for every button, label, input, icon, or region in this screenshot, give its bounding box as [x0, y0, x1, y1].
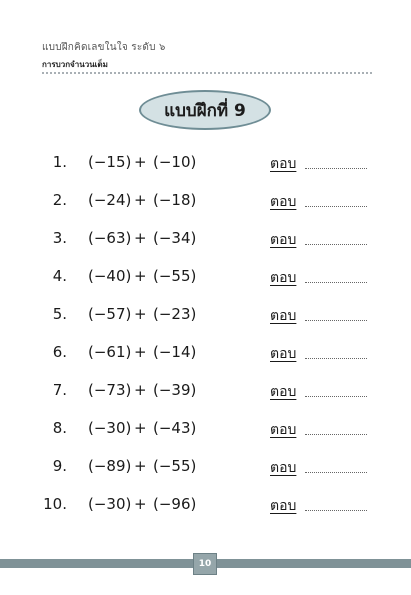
answer-blank[interactable]: [305, 168, 367, 169]
first-term: (−24): [88, 191, 132, 209]
first-term: (−15): [88, 153, 132, 171]
answer-label: ตอบ: [270, 156, 297, 172]
plus-sign: +: [134, 267, 147, 285]
second-term: (−18): [153, 191, 197, 209]
page-number-box: [193, 553, 217, 575]
plus-sign: +: [134, 343, 147, 361]
first-term: (−30): [88, 419, 132, 437]
problem-number: 5.: [52, 305, 67, 323]
plus-sign: +: [134, 381, 147, 399]
problem-row: [0, 153, 411, 177]
problem-number: 8.: [52, 419, 67, 437]
answer-label: ตอบ: [270, 194, 297, 210]
answer-blank[interactable]: [305, 206, 367, 207]
answer-blank[interactable]: [305, 396, 367, 397]
first-term: (−61): [88, 343, 132, 361]
second-term: (−43): [153, 419, 197, 437]
problem-number: 7.: [52, 381, 67, 399]
page-number: 10: [198, 559, 212, 569]
answer-label: ตอบ: [270, 232, 297, 248]
answer-label: ตอบ: [270, 384, 297, 400]
answer-blank[interactable]: [305, 320, 367, 321]
first-term: (−73): [88, 381, 132, 399]
plus-sign: +: [134, 229, 147, 247]
first-term: (−30): [88, 495, 132, 513]
problem-number: 4.: [52, 267, 67, 285]
plus-sign: +: [134, 153, 147, 171]
answer-blank[interactable]: [305, 472, 367, 473]
answer-blank[interactable]: [305, 510, 367, 511]
second-term: (−55): [153, 267, 197, 285]
second-term: (−55): [153, 457, 197, 475]
problem-row: [0, 229, 411, 253]
dotted-divider: [42, 72, 372, 74]
answer-label: ตอบ: [270, 308, 297, 324]
answer-label: ตอบ: [270, 346, 297, 362]
plus-sign: +: [134, 305, 147, 323]
first-term: (−89): [88, 457, 132, 475]
problem-row: [0, 267, 411, 291]
first-term: (−63): [88, 229, 132, 247]
problem-number: 10.: [43, 495, 67, 513]
answer-blank[interactable]: [305, 244, 367, 245]
problem-row: [0, 419, 411, 443]
exercise-title: แบบฝึกที่ 9: [164, 100, 246, 121]
answer-blank[interactable]: [305, 358, 367, 359]
problem-row: [0, 495, 411, 519]
answer-blank[interactable]: [305, 434, 367, 435]
answer-label: ตอบ: [270, 270, 297, 286]
plus-sign: +: [134, 419, 147, 437]
problem-row: [0, 191, 411, 215]
second-term: (−39): [153, 381, 197, 399]
exercise-title-badge: [139, 90, 271, 130]
problem-number: 9.: [52, 457, 67, 475]
plus-sign: +: [134, 495, 147, 513]
problem-number: 2.: [52, 191, 67, 209]
plus-sign: +: [134, 191, 147, 209]
answer-label: ตอบ: [270, 460, 297, 476]
first-term: (−40): [88, 267, 132, 285]
problem-number: 3.: [52, 229, 67, 247]
second-term: (−96): [153, 495, 197, 513]
problem-row: [0, 381, 411, 405]
plus-sign: +: [134, 457, 147, 475]
problem-number: 1.: [52, 153, 67, 171]
second-term: (−34): [153, 229, 197, 247]
header-section-title: การบวกจำนวนเต็ม: [42, 60, 108, 69]
problem-number: 6.: [52, 343, 67, 361]
answer-label: ตอบ: [270, 422, 297, 438]
second-term: (−23): [153, 305, 197, 323]
problem-row: [0, 457, 411, 481]
header-book-title: แบบฝึกคิดเลขในใจ ระดับ ๖: [42, 42, 166, 53]
problem-row: [0, 343, 411, 367]
answer-label: ตอบ: [270, 498, 297, 514]
second-term: (−14): [153, 343, 197, 361]
first-term: (−57): [88, 305, 132, 323]
problem-row: [0, 305, 411, 329]
answer-blank[interactable]: [305, 282, 367, 283]
second-term: (−10): [153, 153, 197, 171]
